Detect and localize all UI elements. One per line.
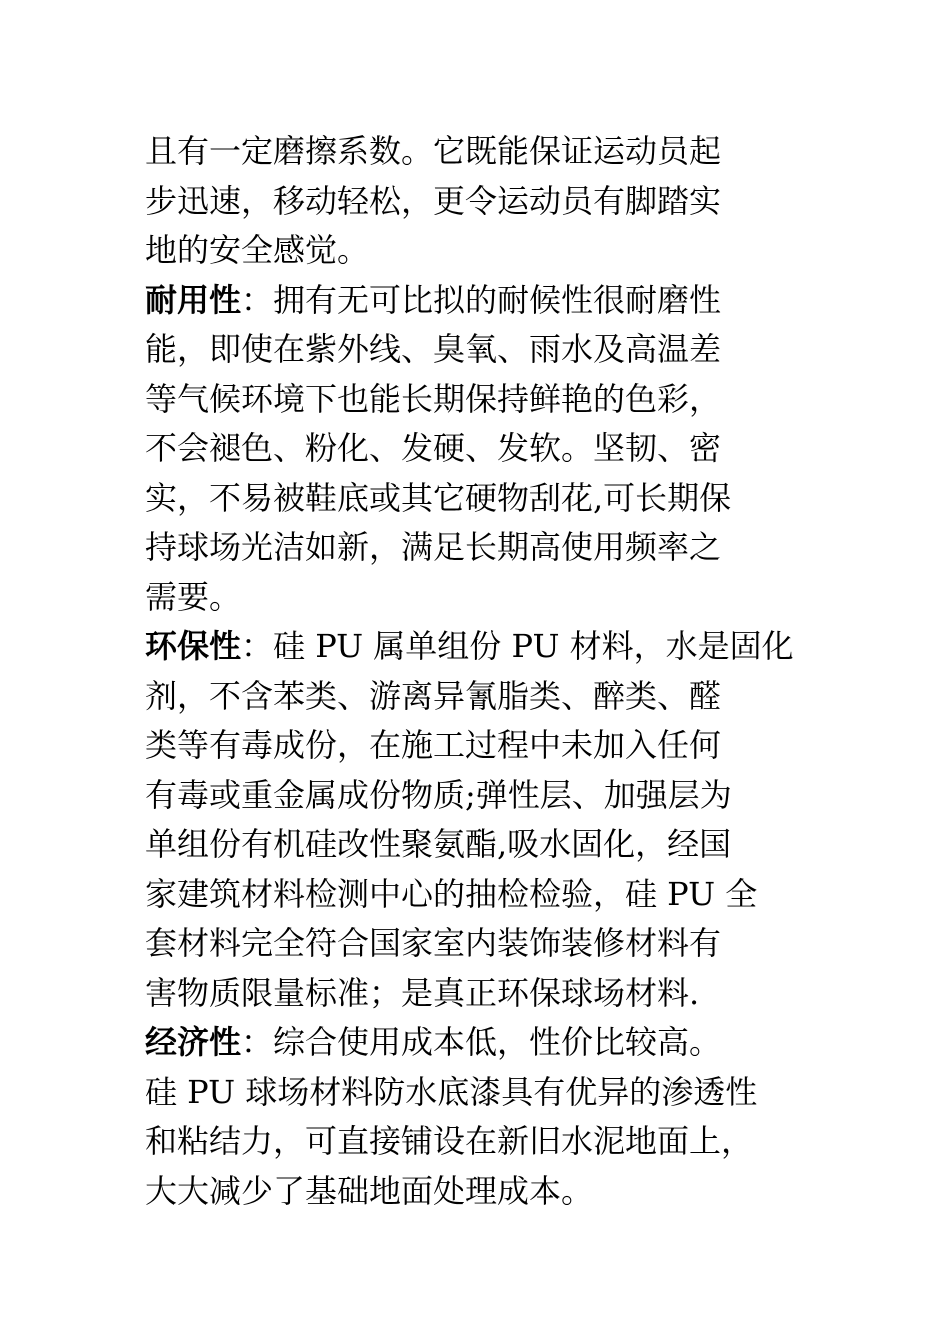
paragraph-friction xyxy=(145,127,825,276)
text-line: 等气候环境下也能长期保持鲜艳的色彩， xyxy=(145,379,722,418)
text-line xyxy=(145,276,825,326)
text-line: 硅 PU 球场材料防水底漆具有优异的渗透性 xyxy=(145,1072,758,1111)
paragraph-economy xyxy=(145,1018,825,1216)
term-durability: 耐用性 xyxy=(145,280,242,319)
text-line xyxy=(145,1018,825,1068)
text-line: 能，即使在紫外线、臭氧、雨水及高温差 xyxy=(145,330,722,368)
text-fragment: ：拥有无可比拟的耐候性很耐磨性 xyxy=(241,280,722,319)
text-line: 需要。 xyxy=(145,577,242,616)
text-line: 实，不易被鞋底或其它硬物刮花,可长期保 xyxy=(145,478,732,517)
text-line: 类等有毒成份，在施工过程中未加入任何 xyxy=(145,726,722,764)
text-line: 步迅速，移动轻松，更令运动员有脚踏实 xyxy=(145,181,722,220)
document-body xyxy=(145,127,825,1216)
text-line: 套材料完全符合国家室内装饰装修材料有 xyxy=(145,924,722,962)
text-line: 有毒或重金属成份物质;弹性层、加强层为 xyxy=(145,775,732,814)
text-line: 不会褪色、粉化、发硬、发软。坚韧、密 xyxy=(145,429,722,467)
text-fragment: ：硅 PU 属单组份 PU 材料，水是固化 xyxy=(241,627,794,665)
paragraph-durability xyxy=(145,276,825,623)
text-line: 剂，不含苯类、游离异氰脂类、醉类、醛 xyxy=(145,676,722,715)
text-line: 大大减少了基础地面处理成本。 xyxy=(145,1171,594,1210)
text-line: 害物质限量标准；是真正环保球场材料. xyxy=(145,973,700,1012)
term-economy: 经济性 xyxy=(145,1023,242,1061)
text-line: 家建筑材料检测中心的抽检检验，硅 PU 全 xyxy=(145,874,758,913)
term-eco-friendly: 环保性 xyxy=(145,627,242,665)
text-line xyxy=(145,622,825,672)
text-line: 和粘结力，可直接铺设在新旧水泥地面上， xyxy=(145,1122,754,1160)
text-line: 且有一定磨擦系数。它既能保证运动员起 xyxy=(145,132,722,170)
text-line: 单组份有机硅改性聚氨酯,吸水固化，经国 xyxy=(145,825,732,863)
text-fragment: ：综合使用成本低，性价比较高。 xyxy=(241,1023,722,1061)
paragraph-eco-friendly xyxy=(145,622,825,1018)
text-line: 地的安全感觉。 xyxy=(145,231,370,269)
text-line: 持球场光洁如新，满足长期高使用频率之 xyxy=(145,528,722,566)
